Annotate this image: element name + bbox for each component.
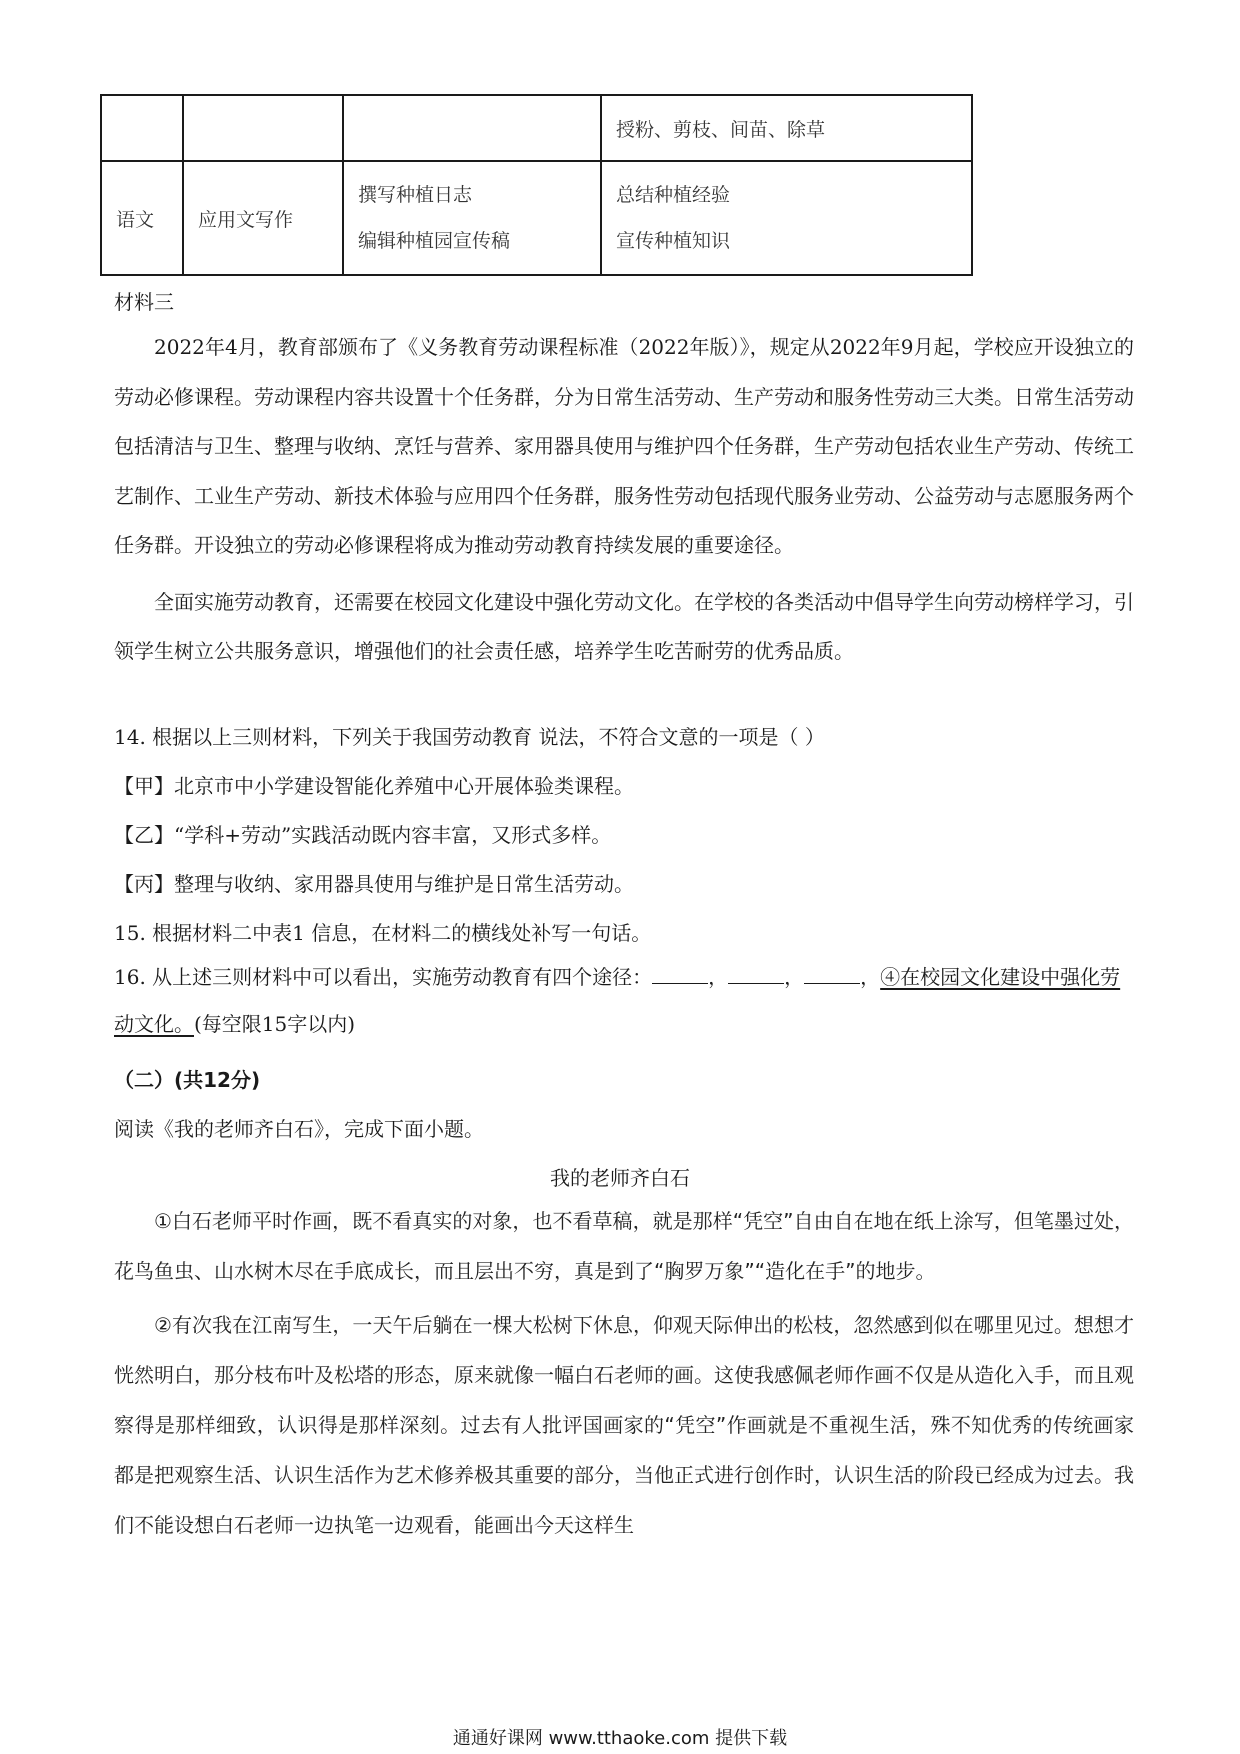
table-cell-activities	[343, 161, 601, 275]
separator: ，	[708, 965, 729, 989]
question-16-limit: (每空限15字以内)	[194, 1012, 356, 1036]
material3-body	[114, 323, 1134, 677]
page-footer: 通通好课网 www.tthaoke.com 提供下载	[452, 1728, 788, 1749]
question-16-prompt: 16. 从上述三则材料中可以看出，实施劳动教育有四个途径：	[114, 965, 653, 989]
article-title: 我的老师齐白石	[550, 1166, 690, 1190]
answer-blank-1[interactable]	[652, 965, 708, 984]
table-cell	[101, 95, 183, 161]
section-2-intro: 阅读《我的老师齐白石》，完成下面小题。	[114, 1117, 484, 1141]
article-body	[114, 1196, 1134, 1550]
goal-item: 总结种植经验	[616, 184, 731, 206]
activity-item: 编辑种植园宣传稿	[358, 230, 511, 252]
separator: ，	[860, 965, 881, 989]
question-14-option-c: 【丙】整理与收纳、家用器具使用与维护是日常生活劳动。	[114, 872, 634, 896]
question-14-option-b: 【乙】“学科+劳动”实践活动既内容丰富，又形式多样。	[114, 823, 612, 847]
table-row	[101, 95, 972, 161]
material3-heading: 材料三	[114, 290, 174, 314]
table-cell-subject: 语文	[101, 161, 183, 275]
material3-paragraph-2: 全面实施劳动教育，还需要在校园文化建设中强化劳动文化。在学校的各类活动中倡导学生向劳动榜样学习，引领学生树立公共服务意识，增强他们的社会责任感，培养学生吃苦耐劳的优秀品质。	[114, 589, 1134, 663]
separator: ，	[784, 965, 805, 989]
question-16	[114, 954, 1134, 1048]
course-table	[100, 94, 973, 276]
section-2-heading: （二）(共12分)	[114, 1068, 261, 1092]
goal-item: 宣传种植知识	[616, 230, 731, 252]
table-row	[101, 161, 972, 275]
activity-item: 撰写种植日志	[358, 184, 473, 206]
table-cell	[343, 95, 601, 161]
table-cell-topic: 应用文写作	[183, 161, 343, 275]
answer-blank-3[interactable]	[804, 965, 860, 984]
answer-blank-2[interactable]	[728, 965, 784, 984]
question-15: 15. 根据材料二中表1 信息，在材料二的横线处补写一句话。	[114, 921, 652, 945]
question-16-given-route: ④在校园文化建设中强化劳动文化。	[114, 965, 1121, 1036]
table-cell: 授粉、剪枝、间苗、除草	[601, 95, 972, 161]
question-14: 14. 根据以上三则材料，下列关于我国劳动教育 说法，不符合文意的一项是（ ）	[114, 725, 825, 749]
question-14-option-a: 【甲】北京市中小学建设智能化养殖中心开展体验类课程。	[114, 774, 634, 798]
table-cell-goals	[601, 161, 972, 275]
table-cell	[183, 95, 343, 161]
article-paragraph-1: ①白石老师平时作画，既不看真实的对象，也不看草稿，就是那样“凭空”自由自在地在纸上涂写，但笔墨过处，花鸟鱼虫、山水树木尽在手底成长，而且层出不穷，真是到了“胸罗万象”“造化在手”的地步。	[114, 1209, 1134, 1283]
material3-paragraph-1: 2022年4月，教育部颁布了《义务教育劳动课程标准（2022年版）》，规定从2022年9月起，学校应开设独立的劳动必修课程。劳动课程内容共设置十个任务群，分为日常生活劳动、生产劳动和服务性劳动三大类。日常生活劳动包括清洁与卫生、整理与收纳、烹饪与营养、家用器具使用与维护四个任务群，生产劳动包括农业生产劳动、传统工艺制作、工业生产劳动、新技术体验与应用四个任务群，服务性劳动包括现代服务业劳动、公益劳动与志愿服务两个任务群。开设独立的劳动必修课程将成为推动劳动教育持续发展的重要途径。	[114, 335, 1134, 557]
article-paragraph-2: ②有次我在江南写生，一天午后躺在一棵大松树下休息，仰观天际伸出的松枝，忽然感到似在哪里见过。想想才恍然明白，那分枝布叶及松塔的形态，原来就像一幅白石老师的画。这使我感佩老师作画不仅是从造化入手，而且观察得是那样细致，认识得是那样深刻。过去有人批评国画家的“凭空”作画就是不重视生活，殊不知优秀的传统画家都是把观察生活、认识生活作为艺术修养极其重要的部分，当他正式进行创作时，认识生活的阶段已经成为过去。我们不能设想白石老师一边执笔一边观看，能画出今天这样生	[114, 1313, 1134, 1537]
